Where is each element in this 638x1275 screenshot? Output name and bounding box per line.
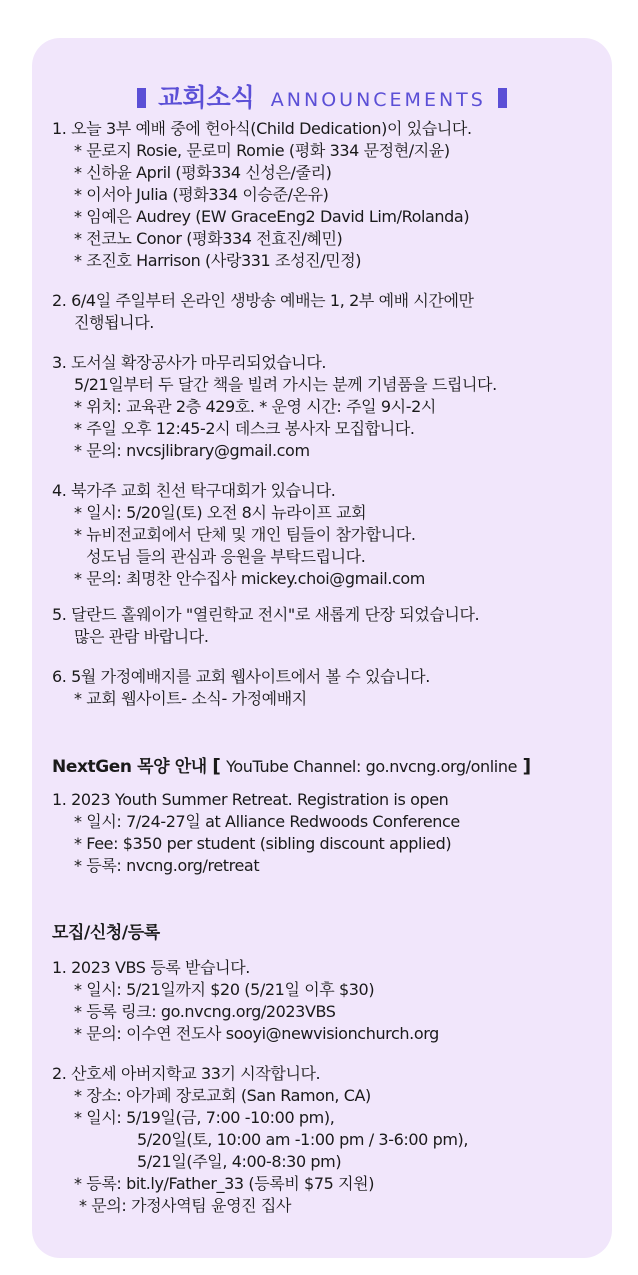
item-detail: * 주일 오후 12:45-2시 데스크 봉사자 모집합니다. [74, 419, 415, 438]
item-detail: * Fee: $350 per student (sibling discount applied) [74, 834, 452, 853]
item-detail: * 등록 링크: go.nvcng.org/2023VBS [74, 1002, 336, 1021]
item-detail: 진행됩니다. [74, 313, 154, 332]
item-detail: * 등록: bit.ly/Father_33 (등록비 $75 지원) [74, 1174, 375, 1193]
nextgen-section-title [52, 754, 607, 779]
youtube-channel-link[interactable]: YouTube Channel: go.nvcng.org/online [226, 757, 518, 776]
item-detail: 성도님 들의 관심과 응원을 부탁드립니다. [86, 547, 366, 566]
announcement-item-4 [52, 480, 607, 590]
item-detail: * 전코노 Conor (평화334 전효진/혜민) [74, 229, 343, 248]
title-english: ANNOUNCEMENTS [270, 89, 486, 111]
nextgen-item-1 [52, 789, 607, 877]
item-detail: * 등록: nvcng.org/retreat [74, 856, 260, 875]
item-detail: * 일시: 5/21일까지 $20 (5/21일 이후 $30) [74, 980, 375, 999]
item-detail: * 장소: 아가페 장로교회 (San Ramon, CA) [74, 1086, 371, 1105]
item-detail: * 임예은 Audrey (EW GraceEng2 David Lim/Rolanda) [74, 207, 470, 226]
recruit-item-2 [52, 1063, 607, 1217]
item-heading: 3. 도서실 확장공사가 마무리되었습니다. [52, 353, 327, 372]
announcement-item-3 [52, 352, 607, 462]
header-bar-right [498, 88, 507, 108]
announcement-card [32, 38, 612, 1258]
item-detail: * 교회 웹사이트- 소식- 가정예배지 [74, 689, 307, 708]
item-detail: * 문의: 이수연 전도사 sooyi@newvisionchurch.org [74, 1024, 439, 1043]
announcement-item-2 [52, 290, 607, 334]
recruit-item-1 [52, 957, 607, 1045]
item-heading: 2. 산호세 아버지학교 33기 시작합니다. [52, 1064, 321, 1083]
item-detail: 5/20일(토, 10:00 am -1:00 pm / 3-6:00 pm), [137, 1130, 469, 1149]
bracket-close: ] [522, 755, 531, 777]
announcement-item-5 [52, 604, 607, 648]
item-detail: * 신하윤 April (평화334 신성은/줄리) [74, 163, 332, 182]
item-detail: * 문의: nvcsjlibrary@gmail.com [74, 441, 310, 460]
announcement-content [52, 118, 607, 1217]
item-detail: * 위치: 교육관 2층 429호. * 운영 시간: 주일 9시-2시 [74, 397, 436, 416]
announcement-header [32, 78, 612, 114]
item-detail: 5/21일(주일, 4:00-8:30 pm) [137, 1152, 342, 1171]
item-heading: 1. 2023 VBS 등록 받습니다. [52, 958, 250, 977]
item-detail: * 조진호 Harrison (사랑331 조성진/민정) [74, 251, 362, 270]
item-heading: 2. 6/4일 주일부터 온라인 생방송 예배는 1, 2부 예배 시간에만 [52, 291, 474, 310]
item-detail: * 이서아 Julia (평화334 이승준/온유) [74, 185, 329, 204]
item-heading: 1. 2023 Youth Summer Retreat. Registration is open [52, 790, 449, 809]
item-detail: * 일시: 7/24-27일 at Alliance Redwoods Conference [74, 812, 460, 831]
item-detail: 5/21일부터 두 달간 책을 빌려 가시는 분께 기념품을 드립니다. [74, 375, 497, 394]
item-detail: * 뉴비전교회에서 단체 및 개인 팀들이 참가합니다. [74, 525, 416, 544]
item-detail: * 문로지 Rosie, 문로미 Romie (평화 334 문정현/지윤) [74, 141, 450, 160]
recruit-section-title: 모집/신청/등록 [52, 923, 160, 943]
item-detail: * 문의: 최명찬 안수집사 mickey.choi@gmail.com [74, 569, 425, 588]
bracket-open: [ [212, 755, 221, 777]
announcement-item-1 [52, 118, 607, 272]
item-heading: 6. 5월 가정예배지를 교회 웹사이트에서 볼 수 있습니다. [52, 667, 430, 686]
title-korean: 교회소식 [158, 83, 255, 112]
announcement-item-6 [52, 666, 607, 710]
item-detail: * 일시: 5/19일(금, 7:00 -10:00 pm), [74, 1108, 335, 1127]
item-heading: 1. 오늘 3부 예배 중에 헌아식(Child Dedication)이 있습니다. [52, 119, 472, 138]
item-heading: 5. 달란드 홀웨이가 "열린학교 전시"로 새롭게 단장 되었습니다. [52, 605, 480, 624]
header-bar-left [137, 88, 146, 108]
item-detail: * 일시: 5/20일(토) 오전 8시 뉴라이프 교회 [74, 503, 367, 522]
nextgen-title: NextGen 목양 안내 [52, 757, 207, 777]
item-heading: 4. 북가주 교회 친선 탁구대회가 있습니다. [52, 481, 336, 500]
item-detail: 많은 관람 바랍니다. [74, 627, 209, 646]
item-detail: * 문의: 가정사역팀 윤영진 집사 [79, 1196, 292, 1215]
